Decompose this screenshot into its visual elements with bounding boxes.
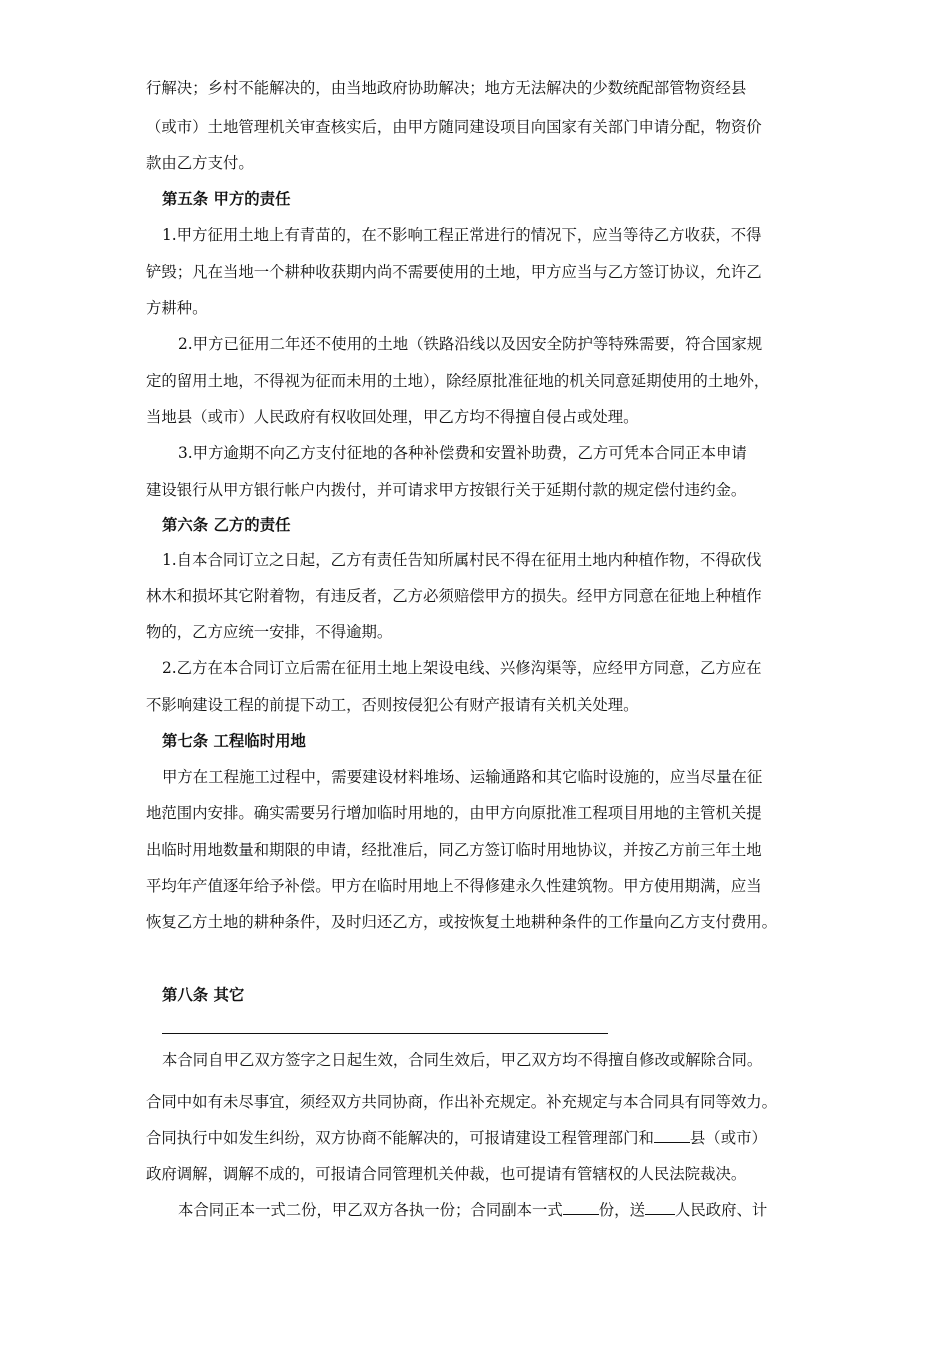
text-line: 行解决；乡村不能解决的，由当地政府协助解决；地方无法解决的少数统配部管物资经县 [146, 79, 747, 97]
text-line: 建设银行从甲方银行帐户内拨付，并可请求甲方按银行关于延期付款的规定偿付违约金。 [146, 481, 747, 499]
fill-in-blank [654, 1127, 690, 1143]
text-line: 3.甲方逾期不向乙方支付征地的各种补偿费和安置补助费，乙方可凭本合同正本申请 [178, 444, 747, 462]
text-line: 不影响建设工程的前提下动工，否则按侵犯公有财产报请有关机关处理。 [146, 696, 639, 714]
section-heading-5: 第五条 甲方的责任 [162, 190, 291, 208]
text-segment: 合同执行中如发生纠纷，双方协商不能解决的，可报请建设工程管理部门和 [146, 1129, 654, 1147]
text-line [146, 1127, 767, 1149]
text-line: 林木和损坏其它附着物，有违反者，乙方必须赔偿甲方的损失。经甲方同意在征地上种植作 [146, 587, 762, 605]
text-segment: 人民政府、计 [674, 1201, 768, 1219]
text-line: 平均年产值逐年给予补偿。甲方在临时用地上不得修建永久性建筑物。甲方使用期满，应当 [146, 877, 762, 895]
text-line: 1.甲方征用土地上有青苗的，在不影响工程正常进行的情况下，应当等待乙方收获，不得 [162, 226, 762, 244]
text-line: 款由乙方支付。 [146, 154, 254, 172]
text-line: 定的留用土地，不得视为征而未用的土地），除经原批准征地的机关同意延期使用的土地外， [146, 372, 770, 390]
text-segment: 本合同正本一式二份，甲乙双方各执一份；合同副本一式 [178, 1201, 563, 1219]
text-line: 甲方在工程施工过程中，需要建设材料堆场、运输通路和其它临时设施的，应当尽量在征 [162, 768, 763, 786]
fill-in-blank [645, 1199, 675, 1215]
text-line: 恢复乙方土地的耕种条件，及时归还乙方，或按恢复土地耕种条件的工作量向乙方支付费用。 [146, 913, 778, 931]
text-line: 出临时用地数量和期限的申请，经批准后，同乙方签订临时用地协议，并按乙方前三年土地 [146, 841, 762, 859]
fill-in-blank-rule [162, 1033, 608, 1034]
fill-in-blank [563, 1199, 599, 1215]
text-line: 本合同自甲乙双方签字之日起生效，合同生效后，甲乙双方均不得擅自修改或解除合同。 [162, 1051, 763, 1069]
text-line: 当地县（或市）人民政府有权收回处理，甲乙方均不得擅自侵占或处理。 [146, 408, 639, 426]
text-line: 合同中如有未尽事宜，须经双方共同协商，作出补充规定。补充规定与本合同具有同等效力。 [146, 1093, 778, 1111]
section-heading-6: 第六条 乙方的责任 [162, 516, 291, 534]
section-heading-8: 第八条 其它 [162, 986, 245, 1004]
text-line: （或市）土地管理机关审查核实后，由甲方随同建设项目向国家有关部门申请分配，物资价 [146, 118, 762, 136]
text-line: 2.乙方在本合同订立后需在征用土地上架设电线、兴修沟渠等，应经甲方同意，乙方应在 [162, 659, 762, 677]
text-segment: 份，送 [598, 1201, 645, 1219]
text-line: 地范围内安排。确实需要另行增加临时用地的，由甲方向原批准工程项目用地的主管机关提 [146, 804, 762, 822]
text-line [178, 1199, 767, 1221]
text-line: 政府调解，调解不成的，可报请合同管理机关仲裁，也可提请有管辖权的人民法院裁决。 [146, 1165, 747, 1183]
text-line: 方耕种。 [146, 299, 208, 317]
text-line: 1.自本合同订立之日起，乙方有责任告知所属村民不得在征用土地内种植作物，不得砍伐 [162, 551, 762, 569]
text-segment: 县（或市） [689, 1129, 767, 1147]
text-line: 物的，乙方应统一安排，不得逾期。 [146, 623, 393, 641]
section-heading-7: 第七条 工程临时用地 [162, 732, 306, 750]
text-line: 铲毁；凡在当地一个耕种收获期内尚不需要使用的土地，甲方应当与乙方签订协议，允许乙 [146, 263, 762, 281]
text-line: 2.甲方已征用二年还不使用的土地（铁路沿线以及因安全防护等特殊需要，符合国家规 [178, 335, 763, 353]
